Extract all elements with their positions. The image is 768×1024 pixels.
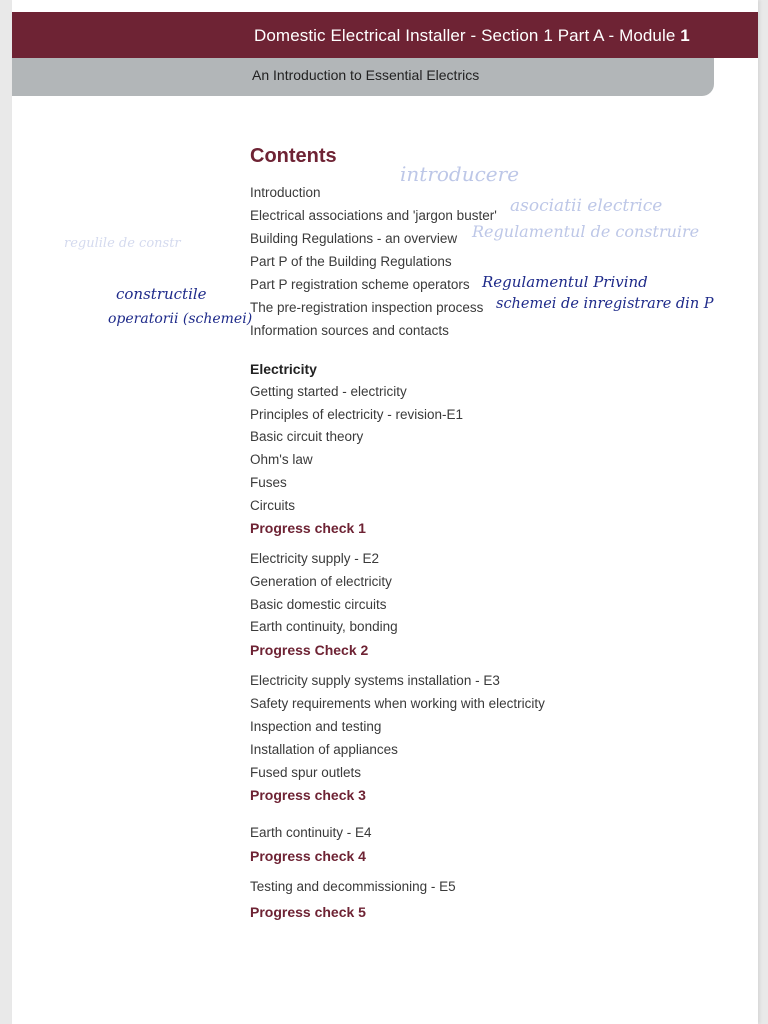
toc-item: Electrical associations and 'jargon buster' bbox=[250, 208, 497, 223]
handwritten-annotation: asociatii electrice bbox=[510, 196, 663, 216]
handwritten-annotation: introducere bbox=[400, 162, 520, 186]
handwritten-annotation: Regulamentul de construire bbox=[472, 222, 700, 241]
toc-item: Part P registration scheme operators bbox=[250, 277, 470, 292]
document-page bbox=[12, 0, 758, 1024]
toc-item: Introduction bbox=[250, 185, 321, 200]
toc-item: The pre-registration inspection process bbox=[250, 300, 484, 315]
contents-title: Contents bbox=[250, 145, 337, 167]
toc-item: Earth continuity, bonding bbox=[250, 619, 398, 634]
section-heading-electricity: Electricity bbox=[250, 361, 317, 377]
toc-item: Building Regulations - an overview bbox=[250, 231, 458, 246]
toc-item: Fuses bbox=[250, 475, 287, 490]
progress-check-4: Progress check 4 bbox=[250, 848, 366, 864]
toc-item: Fused spur outlets bbox=[250, 765, 362, 780]
toc-item: Electricity supply - E2 bbox=[250, 551, 380, 566]
toc-item: Ohm's law bbox=[250, 452, 313, 467]
toc-item: Inspection and testing bbox=[250, 719, 382, 734]
toc-item: Getting started - electricity bbox=[250, 384, 407, 399]
progress-check-2: Progress Check 2 bbox=[250, 642, 369, 658]
module-title: Domestic Electrical Installer - Section 1 Part A - Module 1 bbox=[254, 26, 690, 45]
module-number: 1 bbox=[680, 26, 690, 45]
module-subtitle: An Introduction to Essential Electrics bbox=[252, 67, 480, 83]
progress-check-1: Progress check 1 bbox=[250, 520, 366, 536]
handwritten-annotation: schemei de inregistrare din P bbox=[496, 296, 714, 312]
toc-item: Earth continuity - E4 bbox=[250, 825, 372, 840]
handwritten-annotation: regulile de constr bbox=[64, 236, 181, 251]
handwritten-annotation: operatorii (schemei) bbox=[108, 311, 253, 327]
module-subheader bbox=[12, 58, 714, 96]
toc-item: Information sources and contacts bbox=[250, 323, 449, 338]
toc-item: Part P of the Building Regulations bbox=[250, 254, 452, 269]
toc-item: Safety requirements when working with electricity bbox=[250, 696, 545, 711]
progress-check-3: Progress check 3 bbox=[250, 787, 366, 803]
module-header bbox=[12, 12, 758, 58]
toc-item: Basic circuit theory bbox=[250, 429, 364, 444]
toc-item: Installation of appliances bbox=[250, 742, 398, 757]
toc-item: Testing and decommissioning - E5 bbox=[250, 879, 456, 894]
handwritten-annotation: Regulamentul Privind bbox=[482, 273, 648, 291]
toc-item: Basic domestic circuits bbox=[250, 597, 387, 612]
toc-item: Principles of electricity - revision-E1 bbox=[250, 407, 464, 422]
toc-item: Electricity supply systems installation - E3 bbox=[250, 673, 500, 688]
handwritten-annotation: constructile bbox=[116, 285, 207, 303]
progress-check-5: Progress check 5 bbox=[250, 904, 366, 920]
toc-item: Circuits bbox=[250, 498, 296, 513]
toc-item: Generation of electricity bbox=[250, 574, 392, 589]
